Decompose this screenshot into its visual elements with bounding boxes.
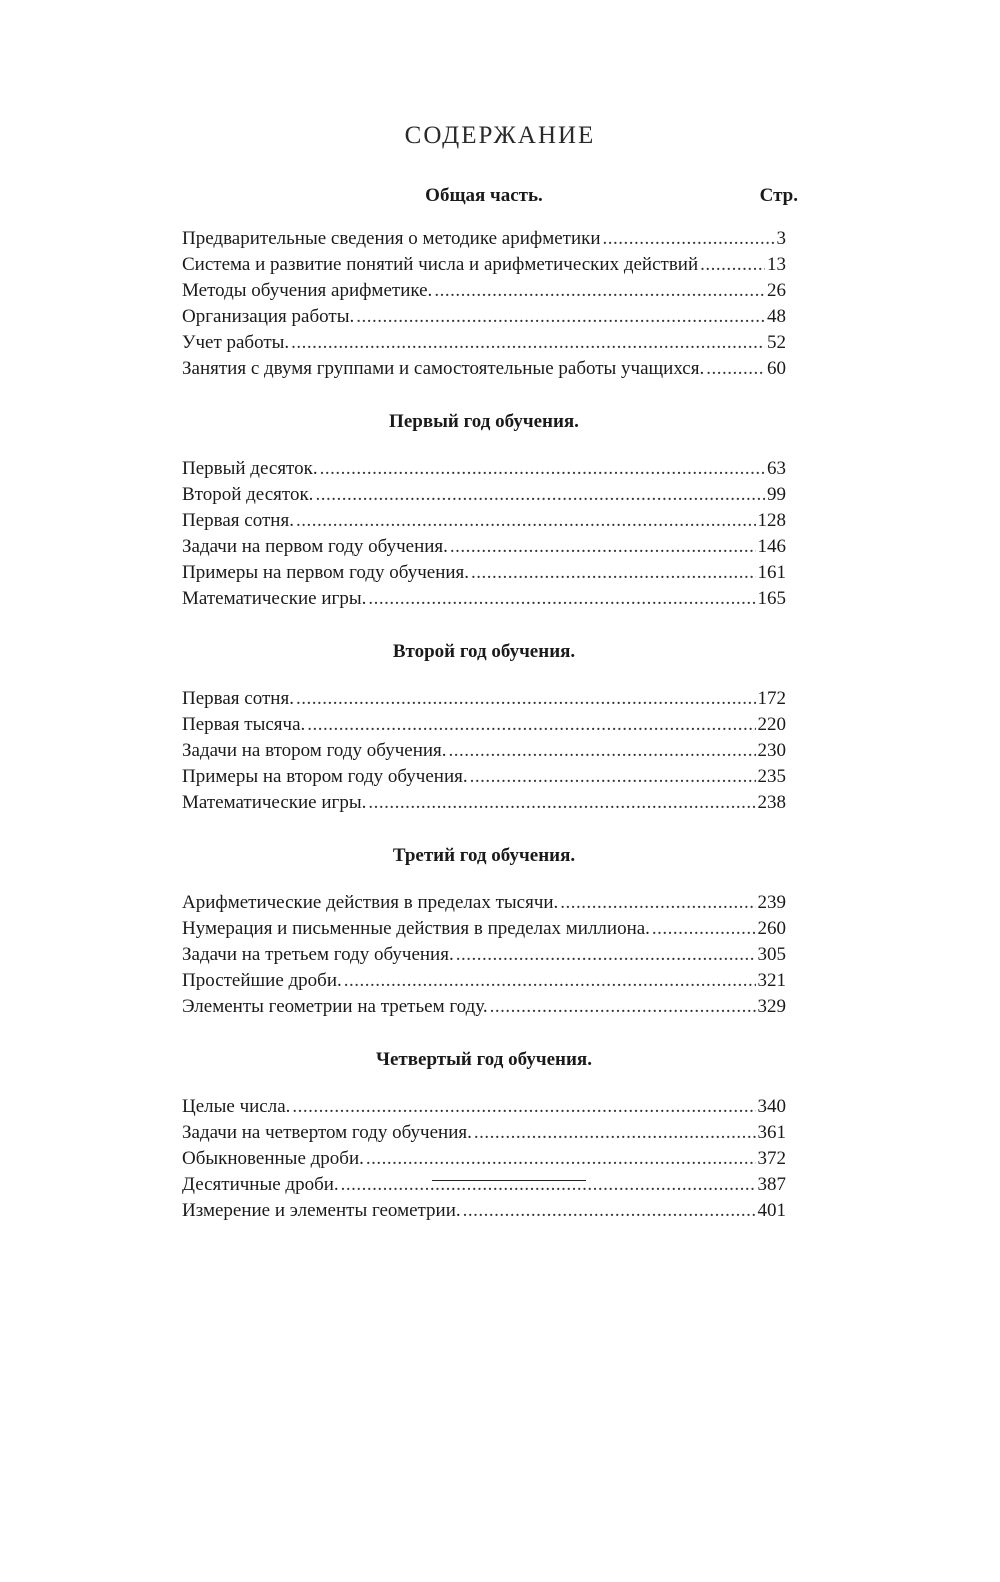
toc-entry-label: Простейшие дроби. bbox=[182, 970, 342, 991]
dot-leader bbox=[560, 890, 755, 916]
toc-entry-label: Система и развитие понятий числа и арифметических действий bbox=[182, 254, 699, 275]
toc-entry-page: 26 bbox=[767, 280, 786, 301]
page-title: СОДЕРЖАНИЕ bbox=[404, 122, 596, 149]
toc-entry[interactable] bbox=[182, 916, 786, 942]
toc-entry-page: 361 bbox=[757, 1122, 786, 1143]
dot-leader bbox=[341, 1172, 756, 1198]
toc-entry-label: Учет работы. bbox=[182, 332, 290, 353]
toc-entry[interactable] bbox=[182, 252, 786, 278]
toc-entry-label: Задачи на третьем году обучения. bbox=[182, 944, 454, 965]
dot-leader bbox=[470, 764, 756, 790]
toc-entry[interactable] bbox=[182, 790, 786, 816]
toc-entry-label: Десятичные дроби. bbox=[182, 1174, 339, 1195]
toc-entry[interactable] bbox=[182, 1172, 786, 1198]
toc-entry-label: Нумерация и письменные действия в пределах миллиона. bbox=[182, 918, 650, 939]
toc-entry-page: 165 bbox=[757, 588, 786, 609]
dot-leader bbox=[356, 304, 765, 330]
toc-entry-page: 305 bbox=[757, 944, 786, 965]
toc-entry-page: 260 bbox=[757, 918, 786, 939]
toc-entry[interactable] bbox=[182, 508, 786, 534]
toc-entry-label: Методы обучения арифметике. bbox=[182, 280, 433, 301]
toc-entry[interactable] bbox=[182, 560, 786, 586]
section-heading-text: Второй год обучения. bbox=[392, 641, 576, 662]
dot-leader bbox=[296, 508, 756, 534]
dot-leader bbox=[450, 534, 756, 560]
section-heading-text: Третий год обучения. bbox=[392, 845, 576, 866]
toc-entry-page: 235 bbox=[757, 766, 786, 787]
toc-entry[interactable] bbox=[182, 890, 786, 916]
toc-entry-page: 99 bbox=[767, 484, 786, 505]
section-heading-text: Четвертый год обучения. bbox=[376, 1049, 592, 1070]
page-column-label: Стр. bbox=[759, 185, 798, 206]
section-heading bbox=[182, 634, 786, 686]
dot-leader bbox=[366, 1146, 756, 1172]
toc-entry[interactable] bbox=[182, 738, 786, 764]
dot-leader bbox=[652, 916, 756, 942]
dot-leader bbox=[474, 1120, 756, 1146]
toc-entry[interactable] bbox=[182, 304, 786, 330]
toc-entry[interactable] bbox=[182, 226, 786, 252]
toc-entry-label: Математические игры. bbox=[182, 792, 367, 813]
section-heading bbox=[182, 404, 786, 456]
toc-entry-page: 48 bbox=[767, 306, 786, 327]
toc-entry[interactable] bbox=[182, 1146, 786, 1172]
toc-entry-label: Обыкновенные дроби. bbox=[182, 1148, 364, 1169]
toc-entry-page: 60 bbox=[767, 358, 786, 379]
section-heading bbox=[182, 1042, 786, 1094]
dot-leader bbox=[603, 226, 775, 252]
toc-entry-label: Первая сотня. bbox=[182, 510, 294, 531]
dot-leader bbox=[315, 482, 765, 508]
toc-entry[interactable] bbox=[182, 686, 786, 712]
toc-entry[interactable] bbox=[182, 764, 786, 790]
dot-leader bbox=[471, 560, 755, 586]
section-heading-text: Первый год обучения. bbox=[389, 411, 579, 432]
toc-entry[interactable] bbox=[182, 1198, 786, 1224]
dot-leader bbox=[706, 356, 765, 382]
closing-rule bbox=[432, 1180, 586, 1181]
toc-entry-label: Предварительные сведения о методике арифметики bbox=[182, 228, 601, 249]
section-gap bbox=[182, 1020, 798, 1042]
toc-entry-label: Элементы геометрии на третьем году. bbox=[182, 996, 488, 1017]
toc-entry[interactable] bbox=[182, 1120, 786, 1146]
section-heading bbox=[182, 838, 786, 890]
toc-entry-label: Второй десяток. bbox=[182, 484, 314, 505]
dot-leader bbox=[490, 994, 756, 1020]
toc-entry[interactable] bbox=[182, 330, 786, 356]
toc-entry-page: 238 bbox=[757, 792, 786, 813]
dot-leader bbox=[320, 456, 765, 482]
section-gap bbox=[182, 816, 798, 838]
toc-entry-label: Целые числа. bbox=[182, 1096, 291, 1117]
toc-entry-page: 220 bbox=[757, 714, 786, 735]
toc-entry-page: 13 bbox=[767, 254, 786, 275]
toc-entry-page: 230 bbox=[757, 740, 786, 761]
toc-entry-page: 3 bbox=[776, 228, 786, 249]
toc-entry-page: 401 bbox=[757, 1200, 786, 1221]
toc-entry-label: Организация работы. bbox=[182, 306, 355, 327]
dot-leader bbox=[456, 942, 756, 968]
toc-entry-page: 340 bbox=[757, 1096, 786, 1117]
toc-entry-label: Примеры на втором году обучения. bbox=[182, 766, 468, 787]
toc-entry[interactable] bbox=[182, 968, 786, 994]
section-gap bbox=[182, 612, 798, 634]
toc-entry-label: Задачи на втором году обучения. bbox=[182, 740, 447, 761]
toc-entry-label: Первый десяток. bbox=[182, 458, 318, 479]
toc-entry[interactable] bbox=[182, 534, 786, 560]
toc-entry[interactable] bbox=[182, 356, 786, 382]
dot-leader bbox=[463, 1198, 756, 1224]
dot-leader bbox=[368, 790, 755, 816]
dot-leader bbox=[296, 686, 756, 712]
toc-entry-page: 63 bbox=[767, 458, 786, 479]
toc-entry[interactable] bbox=[182, 278, 786, 304]
toc-entry-label: Задачи на четвертом году обучения. bbox=[182, 1122, 472, 1143]
toc-entry-label: Первая тысяча. bbox=[182, 714, 306, 735]
dot-leader bbox=[292, 1094, 755, 1120]
section-gap bbox=[182, 382, 798, 404]
toc-entry-page: 52 bbox=[767, 332, 786, 353]
dot-leader bbox=[700, 252, 765, 278]
toc-entry[interactable] bbox=[182, 456, 786, 482]
section-heading bbox=[182, 178, 798, 226]
toc-entry[interactable] bbox=[182, 586, 786, 612]
toc-entry-label: Математические игры. bbox=[182, 588, 367, 609]
toc-entry-label: Занятия с двумя группами и самостоятельные работы учащихся. bbox=[182, 358, 705, 379]
toc-entry-label: Примеры на первом году обучения. bbox=[182, 562, 470, 583]
section-heading-text: Общая часть. bbox=[425, 185, 543, 206]
dot-leader bbox=[449, 738, 756, 764]
toc-entry-page: 387 bbox=[757, 1174, 786, 1195]
toc-entry-page: 172 bbox=[757, 688, 786, 709]
toc-entry-page: 161 bbox=[757, 562, 786, 583]
table-of-contents bbox=[182, 178, 798, 1224]
dot-leader bbox=[291, 330, 765, 356]
toc-entry-page: 329 bbox=[757, 996, 786, 1017]
toc-entry-page: 239 bbox=[757, 892, 786, 913]
toc-entry[interactable] bbox=[182, 942, 786, 968]
toc-entry-label: Арифметические действия в пределах тысячи. bbox=[182, 892, 559, 913]
toc-entry-page: 146 bbox=[757, 536, 786, 557]
toc-entry-page: 321 bbox=[757, 970, 786, 991]
toc-entry[interactable] bbox=[182, 712, 786, 738]
toc-entry-page: 128 bbox=[757, 510, 786, 531]
toc-entry-page: 372 bbox=[757, 1148, 786, 1169]
toc-entry[interactable] bbox=[182, 482, 786, 508]
toc-entry[interactable] bbox=[182, 1094, 786, 1120]
dot-leader bbox=[368, 586, 755, 612]
dot-leader bbox=[344, 968, 756, 994]
toc-entry-label: Измерение и элементы геометрии. bbox=[182, 1200, 461, 1221]
dot-leader bbox=[307, 712, 755, 738]
toc-entry-label: Первая сотня. bbox=[182, 688, 294, 709]
dot-leader bbox=[434, 278, 765, 304]
toc-entry[interactable] bbox=[182, 994, 786, 1020]
toc-entry-label: Задачи на первом году обучения. bbox=[182, 536, 448, 557]
